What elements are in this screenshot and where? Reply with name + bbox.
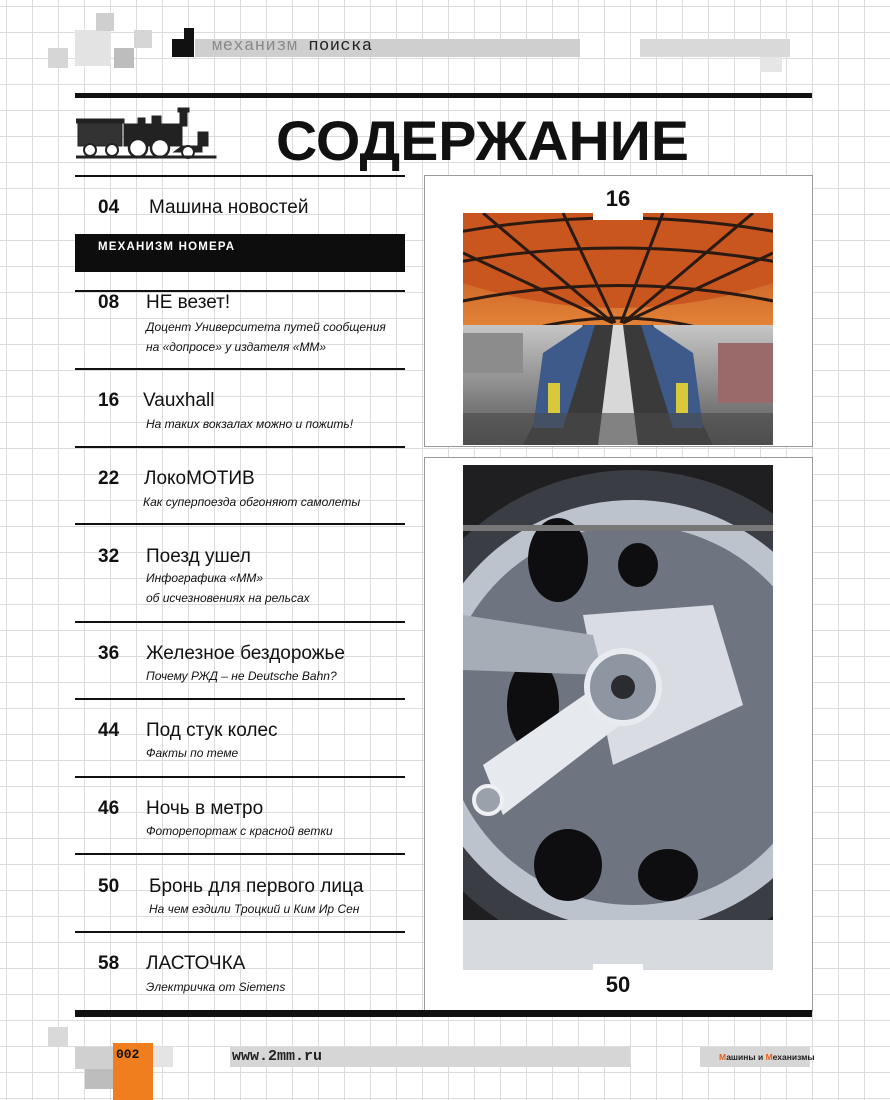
toc-divider [75, 368, 405, 370]
bottom-rule [75, 1010, 812, 1017]
toc-subtitle: Как суперпоезда обгоняют самолеты [143, 495, 361, 509]
toc-divider [75, 698, 405, 700]
toc-title[interactable]: ЛАСТОЧКА [146, 953, 246, 974]
toc-title[interactable]: Поезд ушел [146, 546, 251, 567]
toc-page-number: 04 [98, 197, 120, 218]
website-link[interactable]: www.2mm.ru [232, 1048, 323, 1065]
page-title: СОДЕРЖАНИЕ [276, 109, 689, 172]
section-bar [75, 234, 405, 272]
top-rule [75, 93, 812, 98]
toc-subtitle: Электричка от Siemens [146, 980, 286, 994]
toc-subtitle: На чем ездили Троцкий и Ким Ир Сен [149, 902, 360, 916]
toc-divider [75, 853, 405, 855]
brand-part-2: еханизмы [772, 1052, 815, 1062]
brand-initial-1: М [719, 1052, 727, 1062]
toc-page-number: 08 [98, 292, 120, 313]
header-bar-right [640, 39, 790, 57]
toc-divider [75, 175, 405, 177]
section-header-strong: поиска [308, 37, 373, 56]
toc-subtitle: Факты по теме [146, 746, 239, 760]
toc-title[interactable]: ЛокоМОТИВ [144, 468, 255, 489]
toc-divider [75, 290, 405, 292]
section-header [212, 37, 373, 56]
brand-part-1: ашины и [726, 1052, 766, 1062]
toc-subtitle: на «допросе» у издателя «ММ» [146, 340, 327, 354]
toc-title[interactable]: Под стук колес [146, 720, 278, 741]
toc-subtitle: Почему РЖД – не Deutsche Bahn? [146, 669, 337, 683]
toc-subtitle: Фоторепортаж с красной ветки [146, 824, 333, 838]
toc-page-number: 22 [98, 468, 120, 489]
page-tag-50: 50 [593, 964, 643, 1006]
toc-page-number: 46 [98, 798, 120, 819]
page-number: 002 [116, 1047, 140, 1062]
toc-subtitle: На таких вокзалах можно и пожить! [146, 417, 354, 431]
toc-page-number: 16 [98, 390, 120, 411]
toc-divider [75, 776, 405, 778]
toc-subtitle: об исчезновениях на рельсах [146, 591, 310, 605]
toc-divider [75, 931, 405, 933]
section-bar-label: МЕХАНИЗМ НОМЕРА [98, 241, 236, 253]
toc-page-number: 44 [98, 720, 120, 741]
brand-initial-2: М [765, 1052, 773, 1062]
toc-title[interactable]: Ночь в метро [146, 798, 264, 819]
toc-page-number: 50 [98, 876, 120, 897]
toc-divider [75, 621, 405, 623]
toc-title[interactable]: Машина новостей [149, 197, 309, 218]
section-header-light: механизм [212, 37, 298, 56]
page-tag-16: 16 [593, 178, 643, 220]
toc-title[interactable]: Vauxhall [143, 390, 215, 411]
toc-title[interactable]: Бронь для первого лица [149, 876, 364, 897]
toc-subtitle: Доцент Университета путей сообщения [146, 320, 386, 334]
toc-divider [75, 523, 405, 525]
locomotive-illustration [76, 102, 224, 162]
locomotive-wheel-photo[interactable] [463, 465, 773, 970]
toc-subtitle: Инфографика «ММ» [146, 571, 263, 585]
toc-title[interactable]: Железное бездорожье [146, 643, 345, 664]
toc-page-number: 58 [98, 953, 120, 974]
station-hall-photo[interactable] [463, 213, 773, 445]
toc-divider [75, 446, 405, 448]
magazine-brand [719, 1052, 815, 1062]
toc-page-number: 32 [98, 546, 120, 567]
toc-title[interactable]: НЕ везет! [146, 292, 231, 313]
toc-page-number: 36 [98, 643, 120, 664]
